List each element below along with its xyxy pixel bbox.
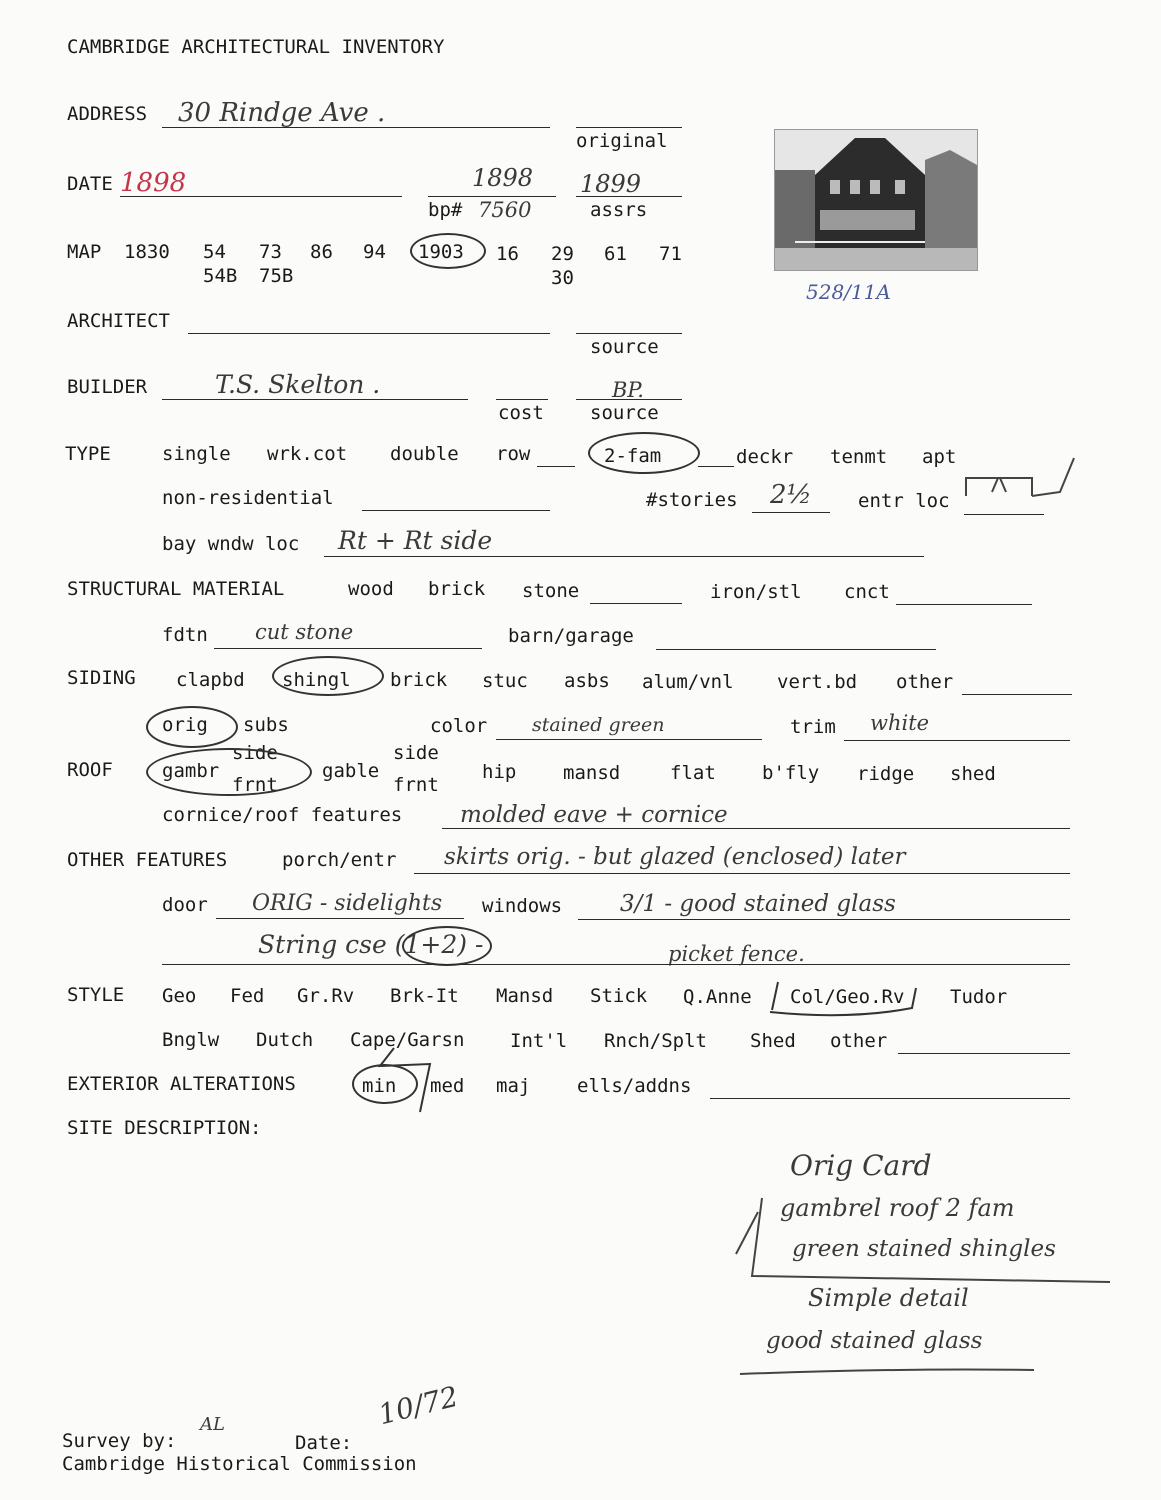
- map-86: 86: [310, 241, 333, 263]
- house-photo: [774, 129, 978, 271]
- style-geo: Geo: [162, 985, 197, 1007]
- builder-label: BUILDER: [67, 376, 148, 398]
- roof-gambr-frnt: frnt: [232, 774, 278, 796]
- original-label: original: [576, 130, 668, 152]
- barn-label: barn/garage: [508, 625, 634, 647]
- style-other-line: [898, 1053, 1070, 1054]
- style-brkit: Brk-It: [390, 985, 459, 1007]
- site-label: SITE DESCRIPTION:: [67, 1117, 262, 1139]
- style-bnglw: Bnglw: [162, 1029, 220, 1051]
- siding-label: SIDING: [67, 667, 136, 689]
- map-54b: 54B: [203, 265, 238, 287]
- roof-gambr-side: side: [232, 742, 278, 764]
- type-row: row: [496, 443, 531, 465]
- struct-stone-line: [590, 603, 682, 604]
- door-line: [216, 918, 464, 919]
- style-fed: Fed: [230, 985, 265, 1007]
- style-stick: Stick: [590, 985, 648, 1007]
- assrs-line: [576, 196, 682, 197]
- siding-other: other: [896, 671, 954, 693]
- map-71: 71: [659, 243, 682, 265]
- assrs-label: assrs: [590, 199, 648, 221]
- struct-cnct: cnct: [844, 581, 890, 603]
- roof-ridge: ridge: [857, 763, 915, 785]
- style-shed: Shed: [750, 1030, 796, 1052]
- string-line: [162, 964, 1070, 965]
- roof-gable: gable: [322, 760, 380, 782]
- nonres-line: [362, 510, 550, 511]
- style-rnchsplt: Rnch/Splt: [604, 1030, 707, 1052]
- builder-line: [162, 399, 468, 400]
- type-label: TYPE: [65, 443, 111, 465]
- roof-gambr-circle: [146, 748, 312, 796]
- fence-value: picket fence.: [668, 942, 805, 966]
- subs-label: subs: [243, 714, 289, 736]
- porch-value: skirts orig. - but glazed (enclosed) later: [444, 844, 906, 870]
- color-line: [496, 739, 762, 740]
- trim-line: [844, 740, 1070, 741]
- date-label: DATE: [67, 173, 113, 195]
- roof-shed: shed: [950, 763, 996, 785]
- type-single: single: [162, 443, 231, 465]
- stories-line: [752, 512, 830, 513]
- bay-value: Rt + Rt side: [338, 526, 493, 555]
- map-54: 54: [203, 241, 226, 263]
- builder-value: T.S. Skelton .: [215, 370, 381, 399]
- architect-source-line: [576, 333, 682, 334]
- siding-shingl-circle: [272, 656, 384, 696]
- siding-vertbd: vert.bd: [777, 671, 858, 693]
- style-dutch: Dutch: [256, 1029, 314, 1051]
- ext-alt-maj: maj: [496, 1075, 531, 1097]
- siding-clapbd: clapbd: [176, 669, 245, 691]
- architect-label: ARCHITECT: [67, 310, 170, 332]
- ext-alt-ells: ells/addns: [577, 1075, 692, 1097]
- stories-value: 2½: [770, 480, 812, 510]
- trim-value: white: [870, 711, 930, 735]
- style-tudor: Tudor: [950, 986, 1008, 1008]
- roof-hip: hip: [482, 761, 517, 783]
- map-61: 61: [604, 243, 627, 265]
- photo-ref: 528/11A: [806, 280, 891, 304]
- struct-wood: wood: [348, 578, 394, 600]
- commission-name: Cambridge Historical Commission: [62, 1453, 417, 1475]
- style-colgeorv: Col/Geo.Rv: [790, 986, 905, 1008]
- roof-label: ROOF: [67, 759, 113, 781]
- struct-cnct-line: [896, 604, 1032, 605]
- struct-brick: brick: [428, 578, 486, 600]
- color-label: color: [430, 715, 488, 737]
- site-note-5: good stained glass: [766, 1328, 983, 1354]
- ext-alt-min: min: [362, 1075, 397, 1097]
- cornice-line: [442, 828, 1070, 829]
- site-note-3: green stained shingles: [792, 1236, 1056, 1262]
- siding-stuc: stuc: [482, 670, 528, 692]
- survey-label: Survey by:: [62, 1430, 177, 1452]
- map-16: 16: [496, 243, 519, 265]
- map-1903: 1903: [418, 241, 464, 263]
- roof-gable-frnt: frnt: [393, 774, 439, 796]
- map-30: 30: [551, 267, 574, 289]
- type-2fam-line: [698, 466, 734, 467]
- cost-label: cost: [498, 402, 544, 424]
- architect-source-label: source: [590, 336, 659, 358]
- map-1830: 1830: [124, 241, 170, 263]
- date-line: [120, 196, 402, 197]
- type-wrkcot: wrk.cot: [267, 443, 348, 465]
- roof-mansd: mansd: [563, 762, 621, 784]
- type-apt: apt: [922, 446, 957, 468]
- fdtn-label: fdtn: [162, 624, 208, 646]
- entr-label: entr loc: [858, 490, 950, 512]
- ext-alt-line: [710, 1098, 1070, 1099]
- cornice-value: molded eave + cornice: [460, 802, 728, 828]
- type-2fam-circle: [588, 432, 700, 474]
- struct-stone: stone: [522, 580, 580, 602]
- site-note-1: Orig Card: [790, 1149, 932, 1182]
- string-course-circle: [402, 926, 492, 966]
- style-capegarsn: Cape/Garsn: [350, 1029, 465, 1051]
- map-94: 94: [363, 241, 386, 263]
- entr-line: [964, 514, 1044, 515]
- map-1903-circle: [410, 233, 486, 269]
- site-note-4: Simple detail: [808, 1284, 969, 1312]
- date-value: 1898: [120, 168, 187, 198]
- address-value: 30 Rindge Ave .: [178, 98, 386, 128]
- ext-alt-label: EXTERIOR ALTERATIONS: [67, 1073, 296, 1095]
- bay-line: [324, 556, 924, 557]
- fdtn-value: cut stone: [255, 620, 354, 644]
- map-75b: 75B: [259, 265, 294, 287]
- survey-date-value: 10/72: [375, 1379, 462, 1432]
- stories-label: #stories: [646, 489, 738, 511]
- roof-gambr: gambr: [162, 760, 220, 782]
- cornice-label: cornice/roof features: [162, 804, 403, 826]
- date-orig-line: [428, 196, 556, 197]
- roof-bfly: b'fly: [762, 762, 820, 784]
- trim-label: trim: [790, 716, 836, 738]
- architect-line: [188, 333, 550, 334]
- original-line: [576, 127, 682, 128]
- survey-initials: AL: [200, 1414, 225, 1435]
- ext-alt-min-circle: [352, 1064, 418, 1104]
- cost-line: [496, 399, 548, 400]
- windows-label: windows: [482, 895, 563, 917]
- nonres-label: non-residential: [162, 487, 334, 509]
- bay-label: bay wndw loc: [162, 533, 300, 555]
- color-value: stained green: [532, 714, 665, 736]
- builder-source-line: [576, 399, 682, 400]
- house-photo-image: [775, 130, 977, 270]
- struct-label: STRUCTURAL MATERIAL: [67, 578, 285, 600]
- ext-alt-med: med: [430, 1075, 465, 1097]
- type-deckr: deckr: [736, 446, 794, 468]
- barn-line: [656, 649, 936, 650]
- other-features-label: OTHER FEATURES: [67, 849, 228, 871]
- siding-asbs: asbs: [564, 670, 610, 692]
- style-label: STYLE: [67, 984, 125, 1006]
- style-mansd: Mansd: [496, 985, 554, 1007]
- type-tenmt: tenmt: [830, 446, 888, 468]
- type-row-line: [537, 466, 575, 467]
- style-qanne: Q.Anne: [683, 986, 752, 1008]
- roof-flat: flat: [670, 762, 716, 784]
- survey-date-label: Date:: [295, 1432, 353, 1454]
- assrs-value: 1899: [580, 170, 642, 198]
- builder-source-value: BP.: [612, 378, 644, 402]
- windows-value: 3/1 - good stained glass: [620, 891, 896, 917]
- map-29: 29: [551, 243, 574, 265]
- siding-shingl: shingl: [282, 669, 351, 691]
- map-label: MAP: [67, 241, 102, 263]
- struct-ironstl: iron/stl: [710, 581, 802, 603]
- bp-label: bp#: [428, 199, 463, 221]
- site-note-2: gambrel roof 2 fam: [780, 1194, 1015, 1222]
- builder-source-label: source: [590, 402, 659, 424]
- door-value: ORIG - sidelights: [252, 891, 443, 916]
- style-intl: Int'l: [510, 1030, 568, 1052]
- siding-alumvnl: alum/vnl: [642, 671, 734, 693]
- siding-brick: brick: [390, 669, 448, 691]
- porch-label: porch/entr: [282, 849, 397, 871]
- map-73: 73: [259, 241, 282, 263]
- windows-line: [578, 919, 1070, 920]
- door-label: door: [162, 894, 208, 916]
- string-course-value: String cse (1+2) -: [258, 930, 484, 959]
- orig-circle: [146, 706, 238, 748]
- type-2fam: 2-fam: [604, 445, 662, 467]
- address-label: ADDRESS: [67, 103, 148, 125]
- style-other: other: [830, 1030, 888, 1052]
- date-orig-value: 1898: [472, 164, 534, 192]
- orig-label: orig: [162, 714, 208, 736]
- bp-value: 7560: [478, 198, 532, 222]
- style-grrv: Gr.Rv: [297, 985, 355, 1007]
- roof-gable-side: side: [393, 742, 439, 764]
- fdtn-line: [214, 648, 482, 649]
- type-double: double: [390, 443, 459, 465]
- form-title: CAMBRIDGE ARCHITECTURAL INVENTORY: [67, 36, 445, 58]
- porch-line: [414, 873, 1070, 874]
- siding-other-line: [962, 694, 1072, 695]
